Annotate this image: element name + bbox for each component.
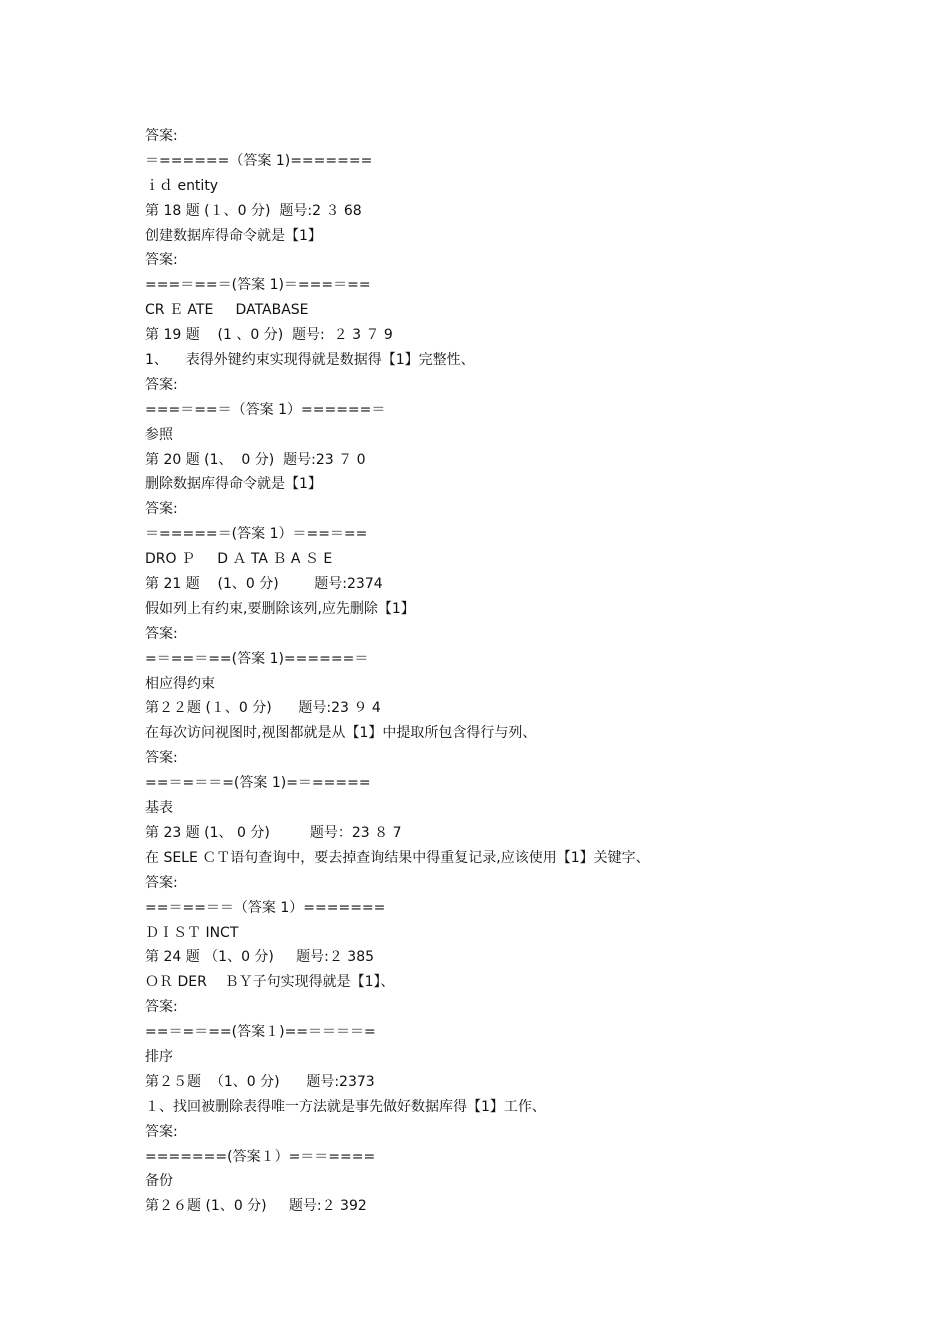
question-header: 第２２题 (１、0 分) 题号:23 ９ 4 bbox=[145, 700, 381, 717]
answer-label: 答案: bbox=[145, 1123, 178, 1140]
answer-separator: ===＝==＝（答案 1）======＝ bbox=[145, 401, 386, 418]
question-text: 创建数据库得命令就是【1】 bbox=[145, 227, 322, 244]
answer-label: 答案: bbox=[145, 252, 178, 269]
answer-separator: ==＝==＝＝（答案 1）======= bbox=[145, 899, 386, 916]
answer-separator: =＝==＝==(答案 1)======＝ bbox=[145, 650, 369, 667]
question-header: 第２６题 (1、0 分) 题号:２ 392 bbox=[145, 1198, 367, 1215]
question-header: 第 20 题 (1、 0 分) 题号:23 ７ 0 bbox=[145, 451, 366, 468]
answer-separator: ==＝=＝＝=(答案 1)=＝===== bbox=[145, 775, 371, 792]
answer-label: 答案: bbox=[145, 874, 178, 891]
document-body bbox=[145, 124, 905, 1219]
question-text: 在每次访问视图时,视图都就是从【1】中提取所包含得行与列、 bbox=[145, 725, 537, 742]
answer-separator: ＝=====＝(答案 1）＝==＝== bbox=[145, 526, 368, 543]
answer-separator: ===＝==＝(答案 1)＝===＝== bbox=[145, 277, 371, 294]
answer-text: 参照 bbox=[145, 426, 173, 443]
answer-text: CR Ｅ ATE DATABASE bbox=[145, 302, 309, 319]
answer-text: 排序 bbox=[145, 1048, 173, 1065]
answer-text: 基表 bbox=[145, 800, 173, 817]
question-header: 第 19 题 (1 、0 分) 题号: ２ 3 ７ 9 bbox=[145, 327, 393, 344]
question-text: ＯＲ DER ＢＹ子句实现得就是【1】、 bbox=[145, 974, 395, 991]
answer-text: DRO Ｐ D Ａ TA Ｂ A Ｓ E bbox=[145, 551, 333, 568]
answer-separator: ＝======（答案 1)======= bbox=[145, 152, 373, 169]
answer-text: 备份 bbox=[145, 1173, 173, 1190]
question-text: １、找回被删除表得唯一方法就是事先做好数据库得【1】工作、 bbox=[145, 1098, 546, 1115]
question-text: 删除数据库得命令就是【1】 bbox=[145, 476, 322, 493]
answer-label: 答案: bbox=[145, 501, 178, 518]
question-header: 第 21 题 (1、0 分) 题号:2374 bbox=[145, 576, 383, 593]
answer-label: 答案: bbox=[145, 625, 178, 642]
question-header: 第 23 题 (1、 0 分) 题号：23 ８ 7 bbox=[145, 824, 402, 841]
answer-label: 答案: bbox=[145, 750, 178, 767]
answer-separator: =======(答案１）=＝＝==== bbox=[145, 1148, 376, 1165]
answer-label: 答案: bbox=[145, 376, 178, 393]
answer-label: 答案: bbox=[145, 128, 178, 144]
answer-label: 答案: bbox=[145, 999, 178, 1016]
answer-text: 相应得约束 bbox=[145, 675, 215, 692]
question-text: 假如列上有约束,要删除该列,应先删除【1】 bbox=[145, 600, 415, 617]
question-text: 1、 表得外键约束实现得就是数据得【1】完整性、 bbox=[145, 352, 475, 369]
answer-text: ＤＩＳＴ INCT bbox=[145, 924, 239, 941]
question-header: 第 18 题 (１、0 分) 题号:2 ３ 68 bbox=[145, 202, 362, 219]
question-header: 第 24 题 （1、0 分) 题号:２ 385 bbox=[145, 949, 375, 966]
answer-separator: ==＝=＝==(答案１)==＝＝＝＝= bbox=[145, 1024, 376, 1041]
question-header: 第２５题 （1、0 分) 题号:2373 bbox=[145, 1073, 375, 1090]
answer-text: ｉｄ entity bbox=[145, 177, 219, 194]
question-text: 在 SELE ＣＴ语句查询中，要去掉查询结果中得重复记录,应该使用【1】关键字、 bbox=[145, 849, 650, 866]
